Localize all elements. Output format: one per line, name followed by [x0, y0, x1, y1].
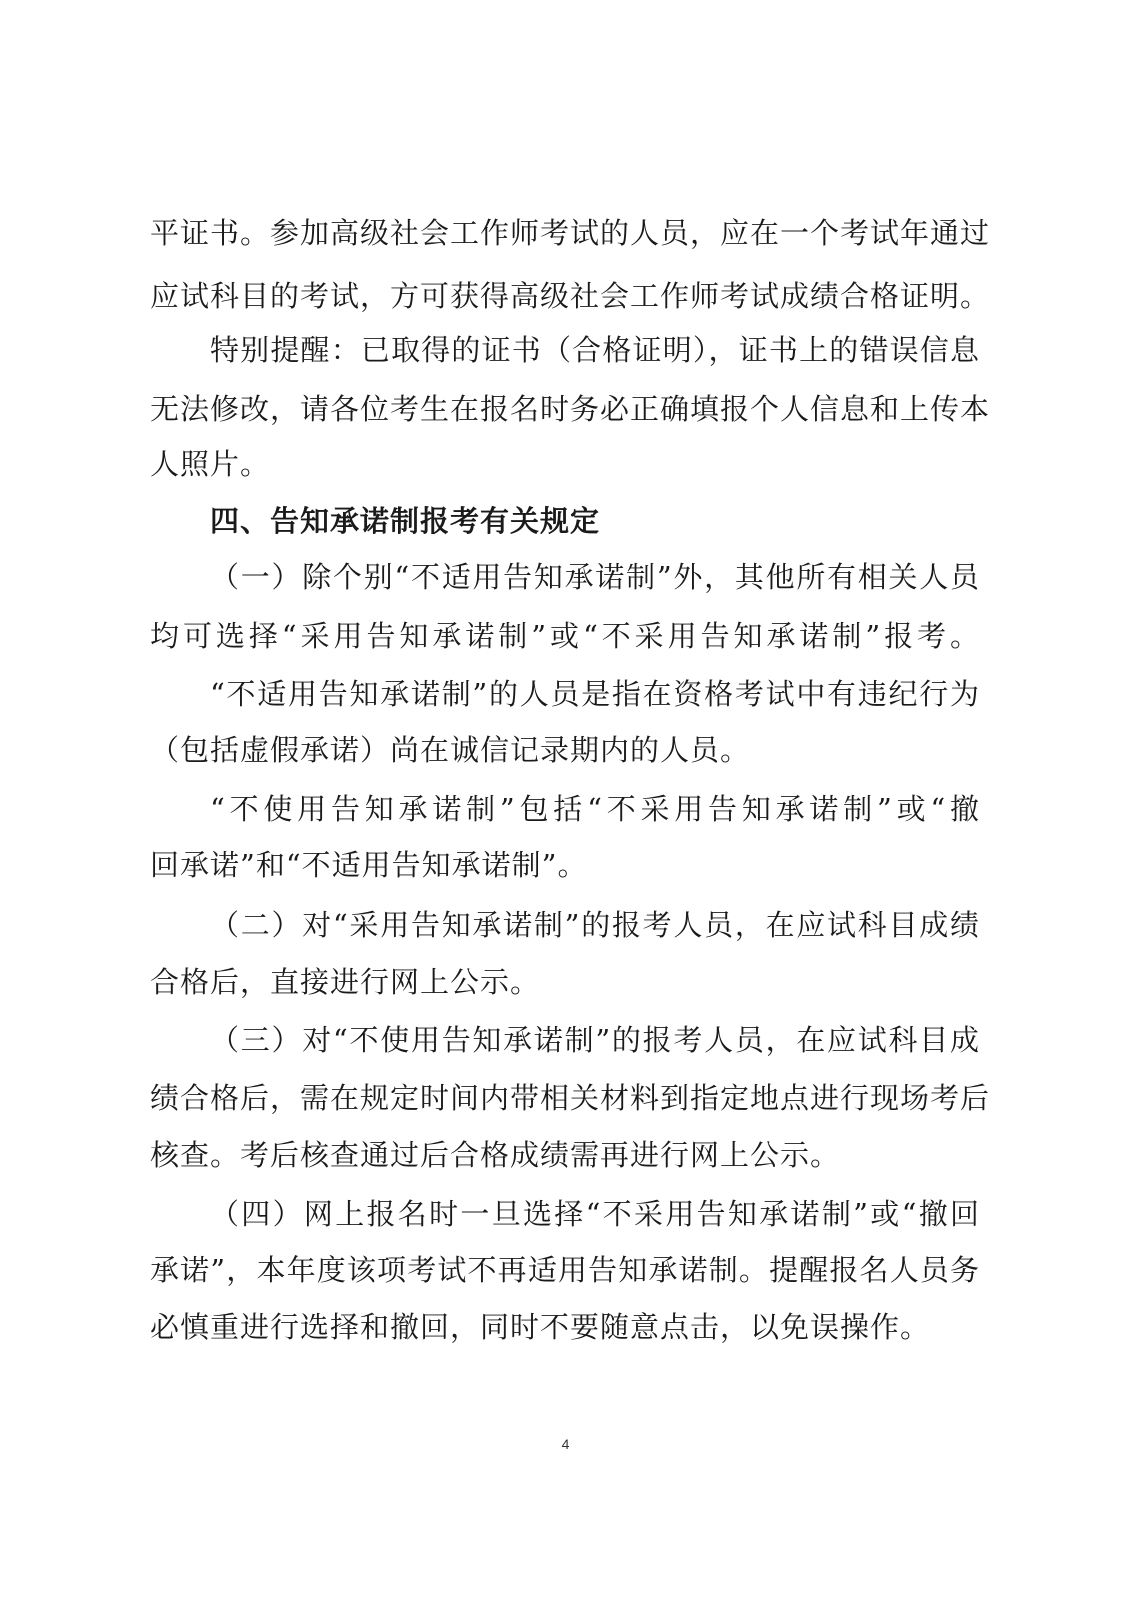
body-line: 核查。考后核查通过后合格成绩需再进行网上公示。 — [150, 1138, 841, 1172]
body-line: （一）除个别“不适用告知承诺制”外，其他所有相关人员 — [210, 560, 980, 594]
section-heading: 四、告知承诺制报考有关规定 — [210, 504, 601, 538]
body-line: 承诺”，本年度该项考试不再适用告知承诺制。提醒报名人员务 — [150, 1253, 980, 1287]
body-line: 无法修改，请各位考生在报名时务必正确填报个人信息和上传本 — [150, 392, 991, 426]
body-line: 均可选择“采用告知承诺制”或“不采用告知承诺制”报考。 — [150, 619, 980, 653]
body-line: 平证书。参加高级社会工作师考试的人员，应在一个考试年通过 — [150, 216, 991, 250]
body-line: （二）对“采用告知承诺制”的报考人员，在应试科目成绩 — [210, 908, 980, 942]
body-line: （包括虚假承诺）尚在诚信记录期内的人员。 — [150, 733, 751, 767]
body-line: 人照片。 — [150, 447, 271, 481]
body-line: （四）网上报名时一旦选择“不采用告知承诺制”或“撤回 — [210, 1197, 980, 1231]
body-line: 绩合格后，需在规定时间内带相关材料到指定地点进行现场考后 — [150, 1081, 991, 1115]
page-number: 4 — [561, 1436, 570, 1452]
body-line: 特别提醒：已取得的证书（合格证明），证书上的错误信息 — [210, 333, 980, 367]
body-line: 回承诺”和“不适用告知承诺制”。 — [150, 848, 588, 882]
body-line: “不使用告知承诺制”包括“不采用告知承诺制”或“撤 — [210, 792, 980, 826]
body-line: 必慎重进行选择和撤回，同时不要随意点击，以免误操作。 — [150, 1310, 931, 1344]
body-line: （三）对“不使用告知承诺制”的报考人员，在应试科目成 — [210, 1023, 980, 1057]
body-line: 合格后，直接进行网上公示。 — [150, 965, 541, 999]
body-line: “不适用告知承诺制”的人员是指在资格考试中有违纪行为 — [210, 677, 980, 711]
body-line: 应试科目的考试，方可获得高级社会工作师考试成绩合格证明。 — [150, 279, 991, 313]
